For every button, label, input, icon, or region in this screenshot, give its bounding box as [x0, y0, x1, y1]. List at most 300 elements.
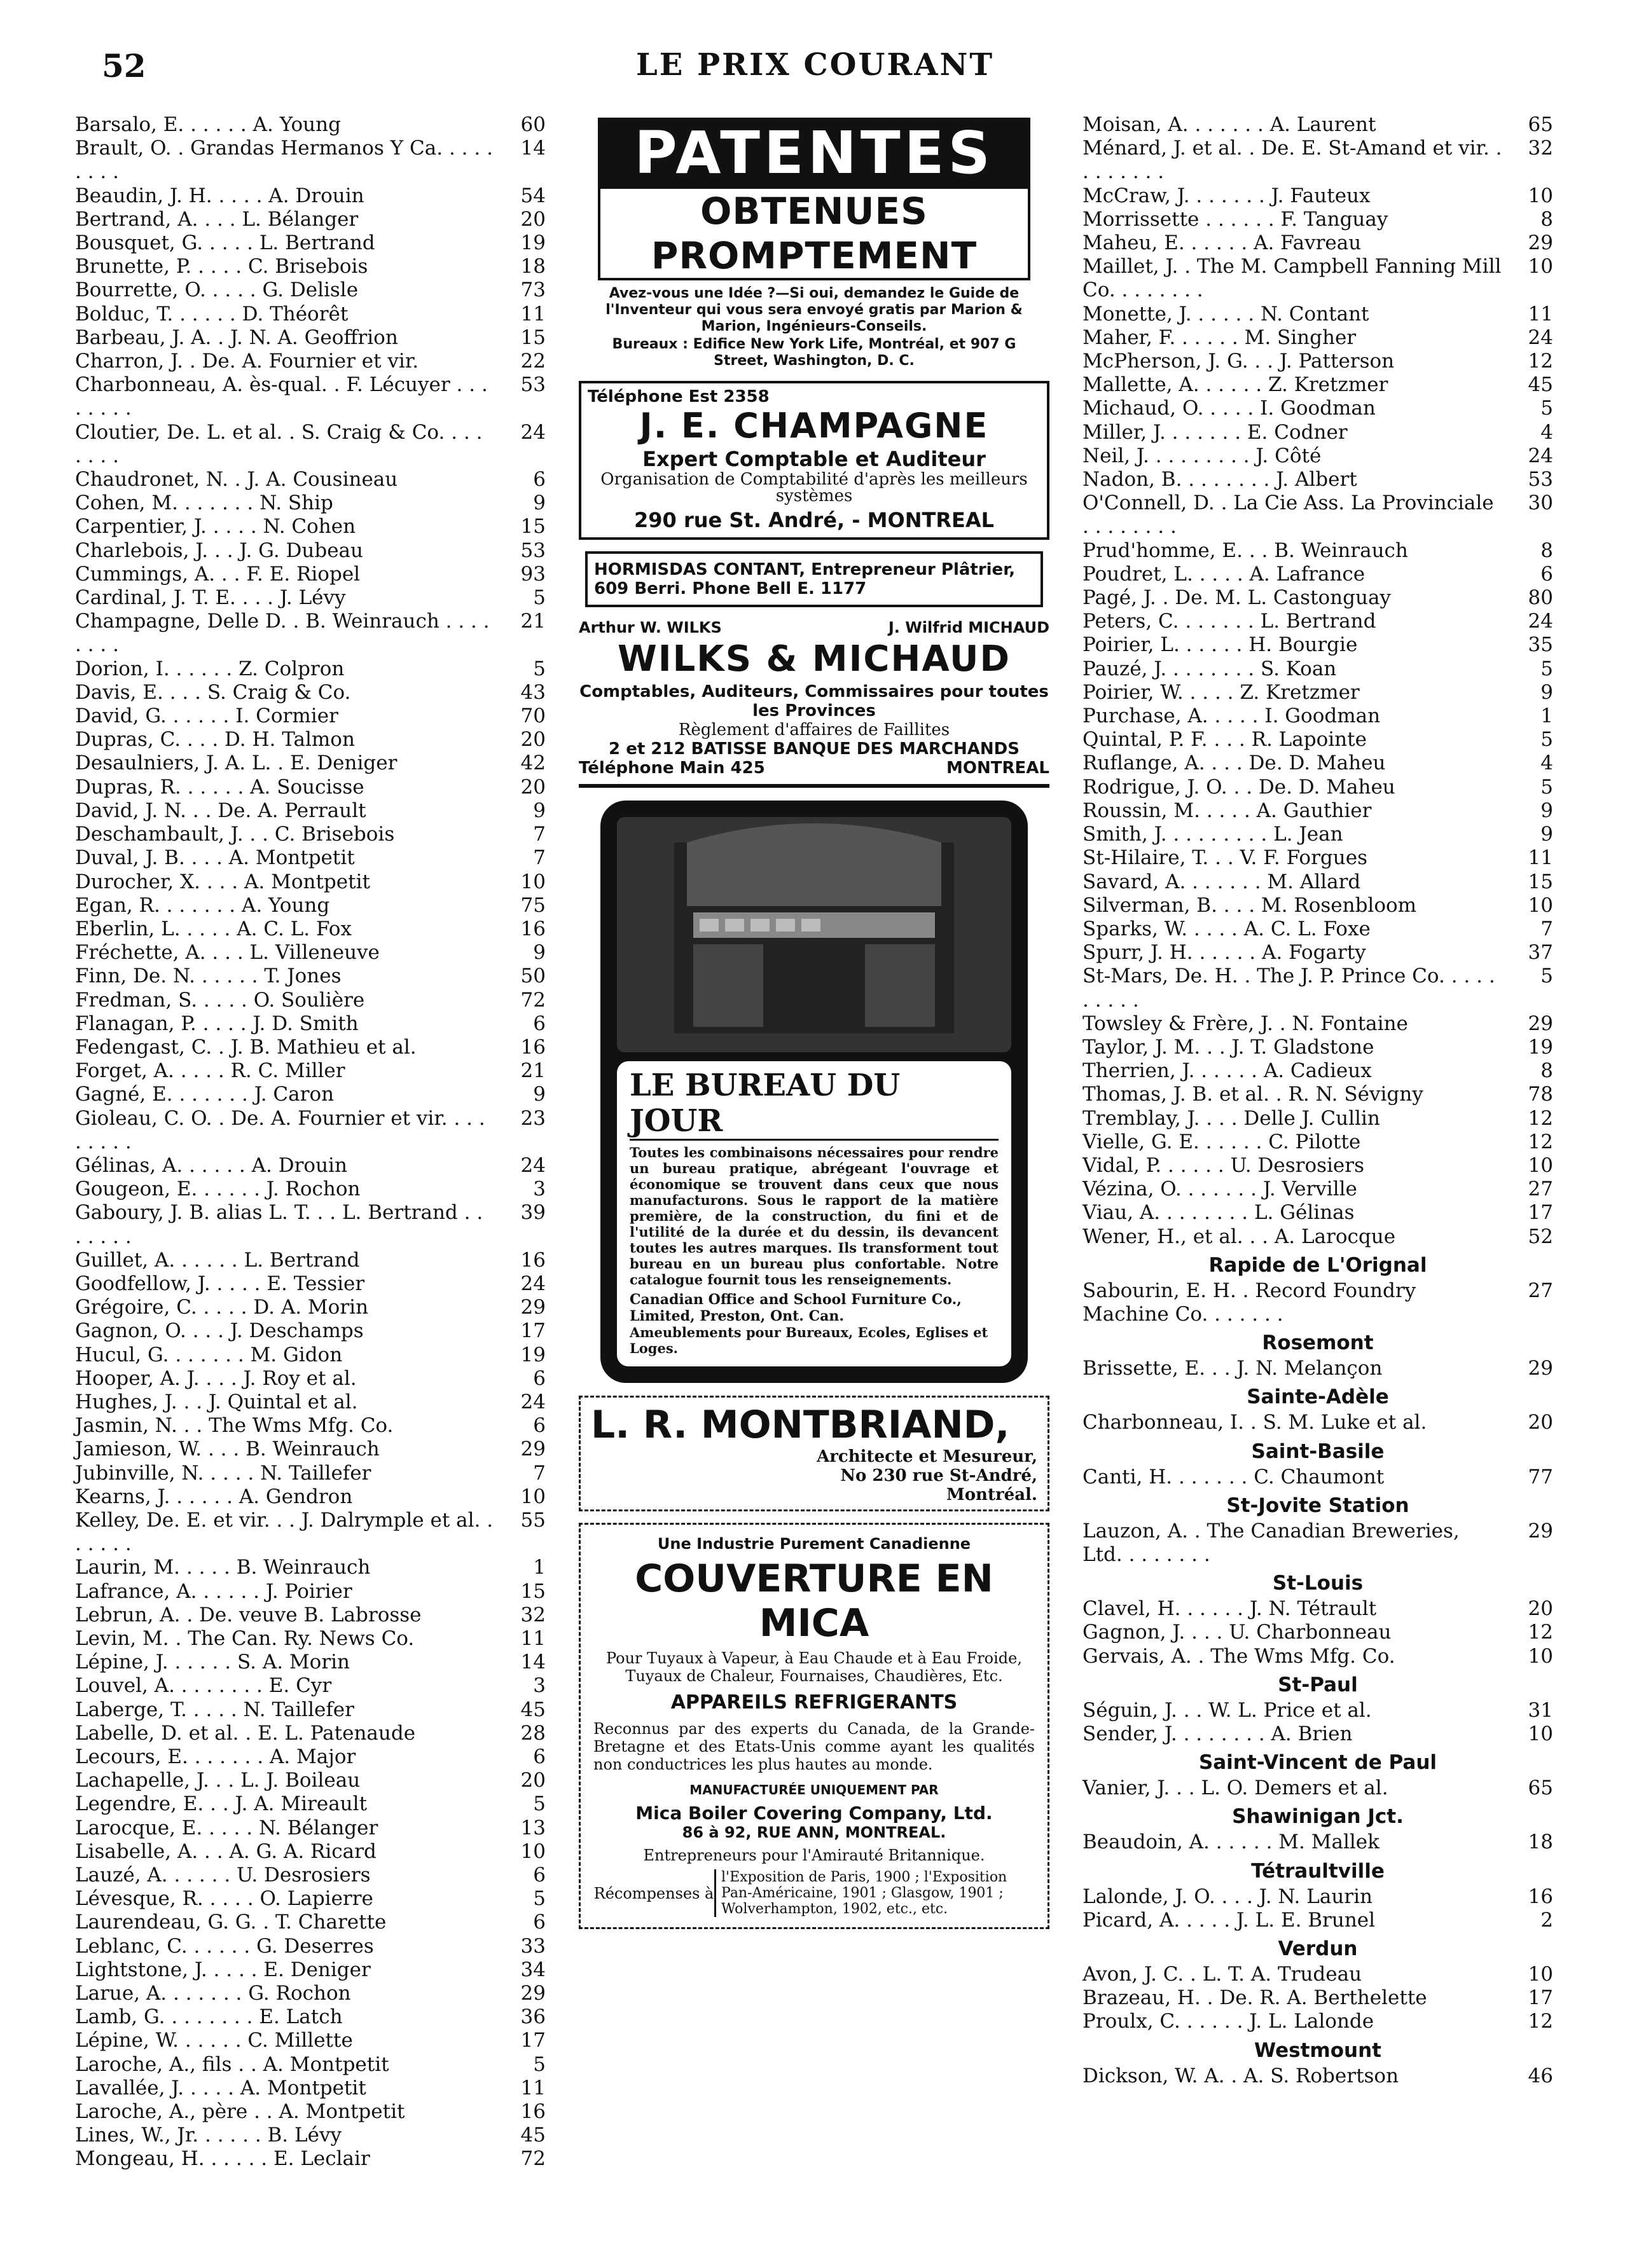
entry-text: Ruflange, A. . . . De. D. Maheu [1082, 752, 1386, 775]
list-item [1082, 1154, 1553, 1178]
list-item [75, 1391, 546, 1414]
list-item [75, 1201, 546, 1248]
entry-text: David, G. . . . . . I. Cormier [75, 704, 338, 728]
entry-text: Sender, J. . . . . . . . A. Brien [1082, 1722, 1353, 1745]
list-item [75, 894, 546, 918]
entry-number: 42 [520, 752, 546, 775]
entry-text: Champagne, Delle D. . B. Weinrauch . . . . . . . . [75, 610, 490, 657]
entry-number: 6 [1540, 562, 1553, 586]
entry-number: 10 [520, 870, 546, 893]
entry-text: Hooper, A. J. . . . J. Roy et al. [75, 1366, 357, 1390]
entry-number: 20 [1528, 1597, 1553, 1621]
section-title: Shawinigan Jct. [1232, 1805, 1404, 1829]
list-item [75, 468, 546, 491]
list-item [1082, 1466, 1553, 1489]
list-item [1082, 350, 1553, 373]
list-item [75, 1249, 546, 1272]
list-item [1082, 776, 1553, 799]
entry-text: Dickson, W. A. . A. S. Robertson [1082, 2064, 1399, 2087]
entry-number: 16 [520, 1248, 546, 1272]
entry-number: 20 [520, 207, 546, 231]
entry-text: Picard, A. . . . . J. L. E. Brunel [1082, 1908, 1376, 1932]
section-title: St-Paul [1278, 1673, 1358, 1696]
entry-text: Nadon, B. . . . . . . . J. Albert [1082, 468, 1357, 491]
list-item [75, 1982, 546, 2005]
list-item [75, 421, 546, 468]
entry-text: Charbonneau, A. ès-qual. . F. Lécuyer . . . . . . . . [75, 373, 488, 420]
entry-text: Fedengast, C. . J. B. Mathieu et al. [75, 1035, 417, 1059]
list-item [1082, 1909, 1553, 1932]
entry-number: 53 [1528, 468, 1553, 491]
list-item [75, 965, 546, 988]
entry-number: 80 [1528, 586, 1553, 610]
entry-number: 16 [1528, 1885, 1553, 1908]
entry-number: 20 [1528, 1411, 1553, 1434]
list-item [1082, 113, 1553, 137]
entry-text: McPherson, J. G. . . J. Patterson [1082, 350, 1395, 373]
entry-text: Brissette, E. . . J. N. Melançon [1082, 1357, 1383, 1380]
list-item [75, 1012, 546, 1036]
entry-number: 17 [520, 1319, 546, 1343]
entry-number: 6 [533, 1911, 546, 1934]
wilks-right: J. Wilfrid MICHAUD [888, 619, 1049, 636]
entry-number: 72 [520, 988, 546, 1012]
list-item [75, 113, 546, 137]
entry-text: Wener, H., et al. . . A. Larocque [1082, 1225, 1396, 1248]
entry-number: 50 [520, 965, 546, 988]
list-item [1082, 208, 1553, 231]
entry-text: Gervais, A. . The Wms Mfg. Co. [1082, 1644, 1395, 1668]
entry-number: 7 [1540, 917, 1553, 940]
entry-number: 1 [533, 1556, 546, 1579]
entry-number: 24 [520, 1153, 546, 1177]
entry-number: 12 [1528, 2010, 1553, 2033]
entry-number: 37 [1528, 941, 1553, 965]
entry-number: 29 [520, 1296, 546, 1319]
list-item [75, 137, 546, 184]
list-item [75, 208, 546, 231]
section-title: Westmount [1254, 2038, 1381, 2062]
entry-number: 45 [520, 1698, 546, 1721]
entry-text: Duval, J. B. . . . A. Montpetit [75, 846, 355, 870]
bureau-company: Canadian Office and School Furniture Co., Limited, Preston, Ont. Can. [630, 1291, 962, 1324]
list-item [75, 326, 546, 350]
entry-text: St-Mars, De. H. . The J. P. Prince Co. . . . . . . . . . [1082, 965, 1495, 1012]
list-item [1082, 752, 1553, 775]
entry-text: Roussin, M. . . . . A. Gauthier [1082, 799, 1372, 822]
entry-text: Gougeon, E. . . . . . J. Rochon [75, 1178, 361, 1201]
list-item [1082, 1986, 1553, 2010]
entry-number: 9 [533, 1083, 546, 1106]
montbriand-address: No 230 rue St-André, [840, 1466, 1037, 1485]
list-item [75, 846, 546, 870]
list-item [1082, 965, 1553, 1012]
entry-number: 33 [520, 1934, 546, 1958]
entry-number: 45 [520, 2124, 546, 2147]
list-item [75, 1509, 546, 1556]
list-item [75, 586, 546, 610]
entry-number: 5 [1540, 728, 1553, 752]
entry-text: Jamieson, W. . . . B. Weinrauch [75, 1438, 380, 1461]
list-item [1082, 1036, 1553, 1059]
entry-number: 8 [1540, 207, 1553, 231]
entry-number: 27 [1528, 1178, 1553, 1201]
list-item [1082, 1597, 1553, 1621]
list-item [1082, 704, 1553, 728]
entry-text: Vézina, O. . . . . . . J. Verville [1082, 1178, 1357, 1201]
entry-text: Poirier, L. . . . . . H. Bourgie [1082, 633, 1358, 657]
entry-text: St-Hilaire, T. . . V. F. Forgues [1082, 846, 1367, 870]
left-column [75, 113, 546, 2171]
list-item [1082, 1645, 1553, 1668]
patentes-title: PATENTES [600, 120, 1028, 186]
entry-text: Kearns, J. . . . . . A. Gendron [75, 1485, 353, 1508]
entry-number: 65 [1528, 1777, 1553, 1800]
entry-text: Brunette, P. . . . . C. Brisebois [75, 255, 368, 278]
wilks-phone: Téléphone Main 425 [579, 759, 765, 778]
entry-text: Larocque, E. . . . . N. Bélanger [75, 1816, 378, 1839]
list-item [75, 1604, 546, 1627]
list-item [75, 2100, 546, 2124]
entry-text: Kelley, De. E. et vir. . . J. Dalrymple et al. . . . . . . [75, 1508, 494, 1556]
entry-text: Charlebois, J. . . J. G. Dubeau [75, 539, 363, 562]
entry-number: 55 [520, 1508, 546, 1532]
entry-number: 27 [1528, 1279, 1553, 1302]
entry-text: Lauzé, A. . . . . . U. Desrosiers [75, 1864, 371, 1887]
wilks-city: MONTREAL [946, 759, 1049, 778]
entry-number: 77 [1528, 1465, 1553, 1488]
patentes-subtitle: OBTENUES PROMPTEMENT [600, 186, 1028, 278]
entry-text: Maheu, E. . . . . . A. Favreau [1082, 231, 1362, 255]
entry-number: 14 [520, 1651, 546, 1674]
entry-number: 8 [1540, 1059, 1553, 1083]
list-item [1082, 657, 1553, 681]
list-item [75, 373, 546, 420]
list-item [75, 752, 546, 775]
list-item [1082, 1831, 1553, 1854]
entry-number: 5 [533, 586, 546, 610]
list-item [75, 539, 546, 563]
list-item [75, 491, 546, 515]
entry-text: Lavallée, J. . . . . A. Montpetit [75, 2076, 366, 2100]
section-title: Verdun [1278, 1937, 1358, 1960]
entry-text: Beaudoin, A. . . . . . M. Mallek [1082, 1831, 1380, 1854]
mica-amiraute: Entrepreneurs pour l'Amirauté Britannique. [643, 1846, 985, 1864]
entry-number: 16 [520, 1035, 546, 1059]
entry-text: Lisabelle, A. . . A. G. A. Ricard [75, 1839, 377, 1863]
entry-number: 78 [1528, 1083, 1553, 1106]
patentes-line1: Avez-vous une Idée ?—Si oui, demandez le Guide de l'Inventeur qui vous sera envoyé gratis par Marion & Marion, Ingénieurs-Conseils. [605, 285, 1023, 334]
list-item [1082, 799, 1553, 823]
entry-number: 46 [1528, 2064, 1553, 2087]
mica-ad [579, 1523, 1049, 1929]
list-item [1082, 137, 1553, 184]
entry-text: Laurendeau, G. G. . T. Charette [75, 1911, 387, 1934]
champagne-role: Expert Comptable et Auditeur [642, 447, 986, 471]
divider [579, 784, 1049, 788]
entry-number: 39 [520, 1201, 546, 1225]
entry-text: Vanier, J. . . L. O. Demers et al. [1082, 1777, 1388, 1800]
list-item [1082, 728, 1553, 752]
list-item [75, 350, 546, 373]
entry-text: Jubinville, N. . . . . N. Taillefer [75, 1461, 371, 1485]
patentes-ad [598, 118, 1030, 280]
entry-text: Bertrand, A. . . . L. Bélanger [75, 207, 359, 231]
contant-text: HORMISDAS CONTANT, Entrepreneur Plâtrier, 609 Berri. Phone Bell E. 1177 [594, 560, 1016, 598]
section-title: St-Jovite Station [1226, 1494, 1409, 1517]
entry-number: 24 [1528, 610, 1553, 633]
list-item [1082, 1722, 1553, 1746]
list-item [75, 255, 546, 278]
wilks-name: WILKS & MICHAUD [618, 638, 1011, 680]
entry-number: 24 [1528, 326, 1553, 349]
list-item [1082, 231, 1553, 255]
entry-number: 10 [1528, 893, 1553, 917]
list-item [75, 870, 546, 894]
entry-text: Silverman, B. . . . M. Rosenbloom [1082, 893, 1417, 917]
entry-text: Avon, J. C. . L. T. A. Trudeau [1082, 1963, 1362, 1986]
entry-number: 10 [1528, 1722, 1553, 1745]
entry-text: Fredman, S. . . . . O. Soulière [75, 988, 365, 1012]
entry-text: Mallette, A. . . . . . Z. Kretzmer [1082, 373, 1388, 397]
entry-number: 28 [520, 1721, 546, 1745]
entry-number: 53 [520, 373, 546, 397]
entry-number: 32 [1528, 137, 1553, 160]
section-title: Tétraultville [1251, 1859, 1385, 1883]
entry-text: Hucul, G. . . . . . . M. Gidon [75, 1343, 343, 1366]
entry-number: 73 [520, 278, 546, 302]
entry-number: 60 [520, 113, 546, 136]
list-item [75, 1911, 546, 1934]
entry-text: Lalonde, J. O. . . . J. N. Laurin [1082, 1885, 1373, 1908]
entry-number: 11 [1528, 846, 1553, 870]
list-item [1082, 421, 1553, 444]
entry-number: 8 [1540, 539, 1553, 562]
entry-text: Dorion, I. . . . . . Z. Colpron [75, 657, 345, 680]
list-item [75, 1627, 546, 1651]
champagne-name: J. E. CHAMPAGNE [639, 406, 989, 446]
list-item [75, 1154, 546, 1178]
list-item [1082, 1520, 1553, 1567]
montbriand-role: Architecte et Mesureur, [817, 1447, 1037, 1466]
mica-manu: MANUFACTURÉE UNIQUEMENT PAR [689, 1782, 939, 1797]
entry-text: Mongeau, H. . . . . . E. Leclair [75, 2147, 370, 2171]
entry-number: 11 [520, 1627, 546, 1650]
entry-number: 5 [1540, 775, 1553, 799]
list-item [1082, 823, 1553, 846]
section-title: Saint-Vincent de Paul [1198, 1751, 1437, 1775]
entry-text: Fréchette, A. . . . L. Villeneuve [75, 941, 380, 965]
list-item [1082, 2065, 1553, 2088]
patentes-bureaux: Bureaux : Edifice New York Life, Montréal, et 907 G Street, Washington, D. C. [612, 336, 1016, 369]
entry-text: Gioleau, C. O. . De. A. Fournier et vir. . . . . . . . . [75, 1106, 485, 1153]
list-item [75, 2147, 546, 2171]
entry-number: 6 [533, 1864, 546, 1887]
entry-number: 35 [1528, 633, 1553, 657]
list-item [1082, 1107, 1553, 1131]
entry-text: Thomas, J. B. et al. . R. N. Sévigny [1082, 1083, 1423, 1106]
entry-text: Monette, J. . . . . . N. Contant [1082, 302, 1369, 326]
list-item [75, 1367, 546, 1391]
entry-number: 45 [1528, 373, 1553, 397]
entry-number: 5 [1540, 657, 1553, 680]
wilks-ad [579, 619, 1049, 788]
entry-text: Gagné, E. . . . . . . J. Caron [75, 1083, 335, 1106]
entry-text: Carpentier, J. . . . . N. Cohen [75, 515, 356, 539]
entry-text: Michaud, O. . . . . I. Goodman [1082, 397, 1376, 420]
list-item [1082, 1279, 1553, 1326]
desk-illustration [617, 817, 1011, 1052]
entry-number: 11 [520, 2076, 546, 2100]
entry-text: McCraw, J. . . . . . . J. Fauteux [1082, 184, 1371, 207]
entry-number: 15 [520, 326, 546, 349]
list-item [75, 2029, 546, 2052]
entry-text: Gagnon, O. . . . J. Deschamps [75, 1319, 364, 1343]
entry-text: Beaudin, J. H. . . . . A. Drouin [75, 184, 364, 207]
entry-text: Lachapelle, J. . . L. J. Boileau [75, 1769, 361, 1792]
mica-text2: Reconnus par des experts du Canada, de la Grande-Bretagne et des Etats-Unis comme ayant les qualités non conductrices les plus hautes au monde. [593, 1720, 1035, 1773]
list-item [75, 1272, 546, 1296]
list-item [1082, 1777, 1553, 1800]
mica-sub: APPAREILS REFRIGERANTS [670, 1691, 958, 1714]
entry-number: 16 [520, 917, 546, 940]
list-item [75, 1769, 546, 1792]
entry-number: 9 [533, 491, 546, 515]
entry-number: 17 [1528, 1201, 1553, 1225]
entry-number: 24 [520, 420, 546, 444]
entry-number: 29 [520, 1438, 546, 1461]
list-item [75, 1745, 546, 1769]
entry-text: Cardinal, J. T. E. . . . J. Lévy [75, 586, 346, 610]
list-item [75, 1958, 546, 1982]
bureau-text: Toutes les combinaisons nécessaires pour rendre un bureau pratique, abrégeant l'ouvrage et économique se trouvent dans ceux que nous manufacturons. Sous le rapport de la matière première, de la construction, du fini et de l'utilité de la durée et du dessin, ils devancent toutes les autres marques. Ils transforment tout bureau en un bureau plus confortable. Notre catalogue fournit tous les renseignements. [630, 1144, 999, 1288]
wilks-left: Arthur W. WILKS [579, 619, 722, 636]
entry-text: Barsalo, E. . . . . . A. Young [75, 113, 341, 136]
entry-number: 4 [1540, 752, 1553, 775]
list-item [1082, 1201, 1553, 1225]
entry-text: Labelle, D. et al. . E. L. Patenaude [75, 1721, 416, 1745]
entry-number: 6 [533, 1414, 546, 1438]
list-item [75, 1083, 546, 1106]
entry-number: 52 [1528, 1225, 1553, 1248]
entry-text: Guillet, A. . . . . . L. Bertrand [75, 1248, 360, 1272]
list-item [1082, 894, 1553, 918]
entry-number: 5 [533, 1792, 546, 1816]
section-title: Sainte-Adèle [1247, 1385, 1389, 1409]
entry-text: Hughes, J. . . J. Quintal et al. [75, 1390, 358, 1413]
mica-expos: l'Exposition de Paris, 1900 ; l'Exposition Pan-Américaine, 1901 ; Glasgow, 1901 ; Wolverhampton, 1902, etc., etc. [714, 1869, 1035, 1917]
list-item [75, 303, 546, 326]
list-item [1082, 1699, 1553, 1722]
entry-text: Lévesque, R. . . . . O. Lapierre [75, 1887, 373, 1911]
montbriand-name: L. R. MONTBRIAND, [591, 1403, 1010, 1447]
entry-number: 9 [1540, 823, 1553, 846]
list-item [75, 1935, 546, 1958]
entry-number: 29 [1528, 1012, 1553, 1035]
entry-text: Charbonneau, I. . S. M. Luke et al. [1082, 1411, 1427, 1434]
page-title: LE PRIX COURANT [636, 47, 995, 83]
montbriand-ad [579, 1396, 1049, 1511]
entry-number: 21 [520, 610, 546, 633]
entry-text: Lines, W., Jr. . . . . . B. Lévy [75, 2124, 342, 2147]
list-item [75, 728, 546, 752]
list-item [75, 1438, 546, 1461]
list-item [1082, 1621, 1553, 1644]
list-item [75, 2124, 546, 2147]
mica-title: COUVERTURE EN MICA [635, 1557, 993, 1646]
entry-text: Vielle, G. E. . . . . . C. Pilotte [1082, 1130, 1361, 1153]
section-title: Saint-Basile [1251, 1440, 1385, 1463]
list-item [1082, 444, 1553, 468]
list-item [1082, 1178, 1553, 1201]
entry-number: 12 [1528, 350, 1553, 373]
list-item [1082, 563, 1553, 586]
list-item [75, 1840, 546, 1864]
entry-number: 15 [1528, 870, 1553, 893]
list-item [75, 563, 546, 586]
entry-number: 54 [520, 184, 546, 207]
entry-text: Pauzé, J. . . . . . . . S. Koan [1082, 657, 1337, 680]
entry-text: Charron, J. . De. A. Fournier et vir. [75, 350, 419, 373]
entry-number: 22 [520, 350, 546, 373]
entry-text: Gaboury, J. B. alias L. T. . . L. Bertrand . . . . . . . [75, 1201, 483, 1248]
list-item [75, 1485, 546, 1509]
mica-recompenses: Récompenses à [593, 1884, 714, 1902]
entry-number: 12 [1528, 1130, 1553, 1153]
champagne-address: 290 rue St. André, - MONTREAL [634, 508, 994, 532]
champagne-ad [579, 381, 1049, 540]
mica-company: Mica Boiler Covering Company, Ltd. [635, 1803, 993, 1824]
entry-text: Morrissette . . . . . . F. Tanguay [1082, 207, 1388, 231]
entry-text: Sparks, W. . . . . A. C. L. Foxe [1082, 917, 1371, 940]
list-item [1082, 2010, 1553, 2033]
patentes-text [598, 285, 1030, 369]
list-item [75, 681, 546, 704]
entry-text: Deschambault, J. . . C. Brisebois [75, 823, 395, 846]
entry-number: 3 [533, 1178, 546, 1201]
list-item [75, 823, 546, 846]
entry-number: 53 [520, 539, 546, 562]
list-item [1082, 846, 1553, 870]
list-item [75, 1059, 546, 1083]
entry-number: 20 [520, 775, 546, 799]
entry-number: 13 [520, 1816, 546, 1839]
list-item [75, 610, 546, 657]
entry-number: 3 [533, 1674, 546, 1698]
list-item [75, 1698, 546, 1722]
entry-text: Sabourin, E. H. . Record Foundry Machine Co. . . . . . . [1082, 1279, 1416, 1326]
list-item [75, 799, 546, 823]
list-item [75, 184, 546, 208]
bureau-title: LE BUREAU DU JOUR [630, 1068, 999, 1141]
entry-text: Proulx, C. . . . . . J. L. Lalonde [1082, 2010, 1374, 2033]
entry-number: 17 [1528, 1986, 1553, 2010]
list-item [1082, 633, 1553, 657]
bureau-footer: Ameublements pour Bureaux, Ecoles, Eglises et Loges. [630, 1324, 988, 1356]
entry-text: Miller, J. . . . . . . E. Codner [1082, 420, 1348, 444]
list-item [1082, 1083, 1553, 1106]
list-item [75, 1722, 546, 1745]
entry-text: Legendre, E. . . J. A. Mireault [75, 1792, 368, 1816]
entry-text: Rodrigue, J. O. . . De. D. Maheu [1082, 775, 1395, 799]
entry-text: Peters, C. . . . . . . L. Bertrand [1082, 610, 1376, 633]
entry-text: Chaudronet, N. . J. A. Cousineau [75, 468, 398, 491]
list-item [75, 1296, 546, 1319]
entry-text: Barbeau, J. A. . J. N. A. Geoffrion [75, 326, 398, 349]
entry-number: 9 [1540, 680, 1553, 704]
entry-number: 11 [1528, 302, 1553, 326]
entry-number: 23 [520, 1106, 546, 1130]
